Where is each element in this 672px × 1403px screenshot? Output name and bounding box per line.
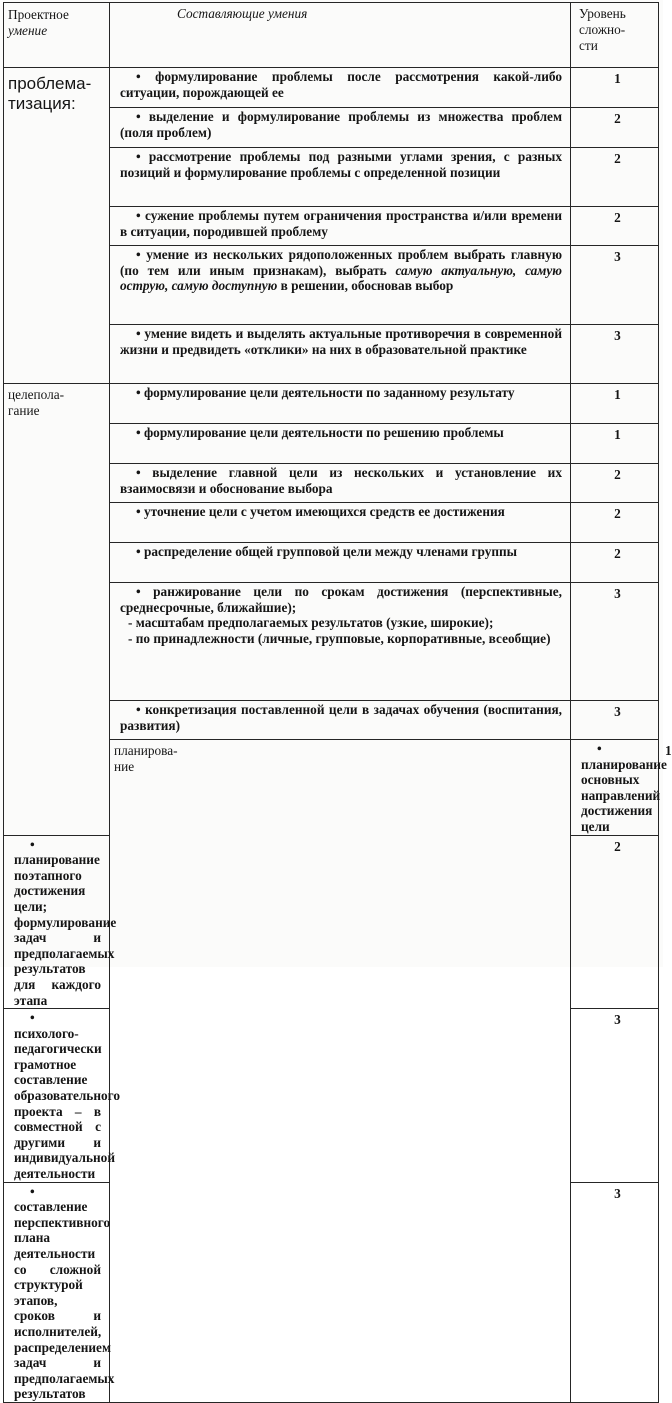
complexity-level-cell: 1	[571, 424, 659, 464]
component-skill-text	[120, 247, 562, 294]
component-skill-text: - масштабам предполагаемых результатов (узкие, широкие);	[128, 615, 494, 631]
header-complexity-line3: сти	[579, 38, 598, 53]
complexity-level-cell: 3	[571, 246, 659, 325]
component-skill-text: • ранжирование цели по срокам достижения (перспективные, среднесрочные, ближайшие);	[120, 584, 562, 615]
header-project-skill-line1: Проектное	[8, 7, 69, 22]
component-skill-fragment: • умение из нескольких рядоположенных проблем выбрать главную (по тем или иным признакам), выбрать	[120, 247, 562, 278]
component-skill-text: - по принадлежности (личные, групповые, корпоративные, всеобщие)	[128, 630, 551, 646]
component-skill-cell	[110, 424, 571, 464]
component-skill-text: • уточнение цели с учетом имеющихся средств ее достижения	[136, 504, 505, 519]
component-skill-text: • выделение главной цели из нескольких и установление их взаимосвязи и обоснование выбора	[120, 465, 562, 496]
table-row	[4, 68, 659, 108]
project-skill-label: проблема-	[8, 74, 92, 93]
component-skill-text: • конкретизация поставленной цели в задачах обучения (воспитания, развития)	[120, 702, 562, 733]
component-skill-cell	[110, 583, 571, 701]
component-skill-cell	[110, 148, 571, 207]
component-skill-text: • планирование основных направлений достижения цели	[581, 741, 667, 834]
header-project-skill	[4, 3, 110, 68]
component-skill-text: • выделение и формулирование проблемы из множества проблем (поля проблем)	[120, 109, 562, 140]
component-skill-cell	[4, 835, 117, 1009]
component-skill-text: • формулирование проблемы после рассмотрения какой-либо ситуации, порождающей ее	[120, 69, 562, 100]
project-skill-label: планирова-	[114, 743, 178, 758]
component-skill-text: • умение видеть и выделять актуальные противоречия в современной жизни и предвидеть «отклики» на них в образовательной практике	[120, 326, 562, 357]
component-skill-cell	[110, 464, 571, 503]
table-header-row	[4, 3, 659, 68]
complexity-level-cell: 3	[571, 701, 659, 740]
complexity-level-cell: 2	[571, 543, 659, 583]
table-row: планирова- ние • планирование основных направлений достижения цели 1	[4, 740, 659, 836]
skills-table	[3, 2, 672, 1403]
component-skill-cell	[110, 108, 571, 148]
complexity-level-cell: 2	[571, 464, 659, 503]
complexity-level-cell: 3	[571, 583, 659, 701]
component-skill-text: • формулирование цели деятельности по заданному результату	[136, 385, 515, 400]
header-complexity-level	[571, 3, 659, 68]
header-component-skills: Составляющие умения	[110, 3, 571, 68]
component-skill-text: • составление перспективного плана деятельности со сложной структурой этапов, сроков и исполнителей, распределением задач и предполагаемых результатов	[14, 1183, 115, 1402]
component-skill-cell	[110, 207, 571, 246]
component-skill-cell	[110, 503, 571, 543]
component-skill-text: • планирование поэтапного достижения цели; формулирование задач и предполагаемых результатов для каждого этапа	[14, 836, 117, 1008]
component-skill-cell	[110, 246, 571, 325]
complexity-level-cell: 3	[571, 1009, 659, 1183]
project-skill-label: целепола-	[8, 387, 65, 402]
component-skill-text: • распределение общей групповой цели между членами группы	[136, 544, 518, 559]
component-skill-text: • формулирование цели деятельности по решению проблемы	[136, 425, 504, 440]
component-skill-cell	[110, 68, 571, 108]
complexity-level-cell: 2	[571, 148, 659, 207]
table-row	[4, 384, 659, 424]
component-skill-cell	[110, 325, 571, 384]
complexity-level-cell: 3	[571, 325, 659, 384]
component-skill-text: • рассмотрение проблемы под разными углами зрения, с разных позиций и формулирование проблемы с определенной позиции	[120, 149, 562, 180]
header-complexity-line2: сложно-	[579, 22, 626, 37]
header-complexity-line1: Уровень	[579, 6, 626, 21]
complexity-level-cell: 2	[571, 207, 659, 246]
complexity-level-cell: 1	[571, 68, 659, 108]
component-skill-emphasis: самую актуальную, самую острую, самую доступную	[120, 262, 562, 294]
complexity-level-cell: 3	[571, 1182, 659, 1402]
component-skill-cell	[4, 1009, 120, 1183]
complexity-level-cell: 1	[571, 384, 659, 424]
project-skill-label: ние	[114, 758, 135, 774]
complexity-level-cell: 2	[571, 835, 659, 1009]
component-skill-cell	[571, 740, 667, 836]
project-skill-cell	[110, 740, 571, 1403]
component-skill-text: • психолого-педагогически грамотное составление образовательного проекта – в совместной с другими и индивидуальной деятельности	[14, 1010, 120, 1182]
component-skill-cell	[4, 1182, 115, 1402]
complexity-level-cell: 2	[571, 503, 659, 543]
skills-body	[4, 68, 672, 1403]
header-project-skill-line2: умение	[8, 22, 48, 38]
project-skill-cell	[4, 384, 110, 836]
component-skill-fragment: в решении, обосновав выбор	[277, 278, 454, 294]
component-skill-cell	[110, 543, 571, 583]
component-skill-cell	[110, 384, 571, 424]
project-skill-label: тизация:	[8, 94, 76, 113]
complexity-level-cell: 2	[571, 108, 659, 148]
component-skill-cell	[110, 701, 571, 740]
component-skill-text: • сужение проблемы путем ограничения пространства и/или времени в ситуации, породившей проблему	[120, 208, 562, 239]
project-skill-cell	[4, 68, 110, 384]
project-skill-label: гание	[8, 402, 40, 418]
